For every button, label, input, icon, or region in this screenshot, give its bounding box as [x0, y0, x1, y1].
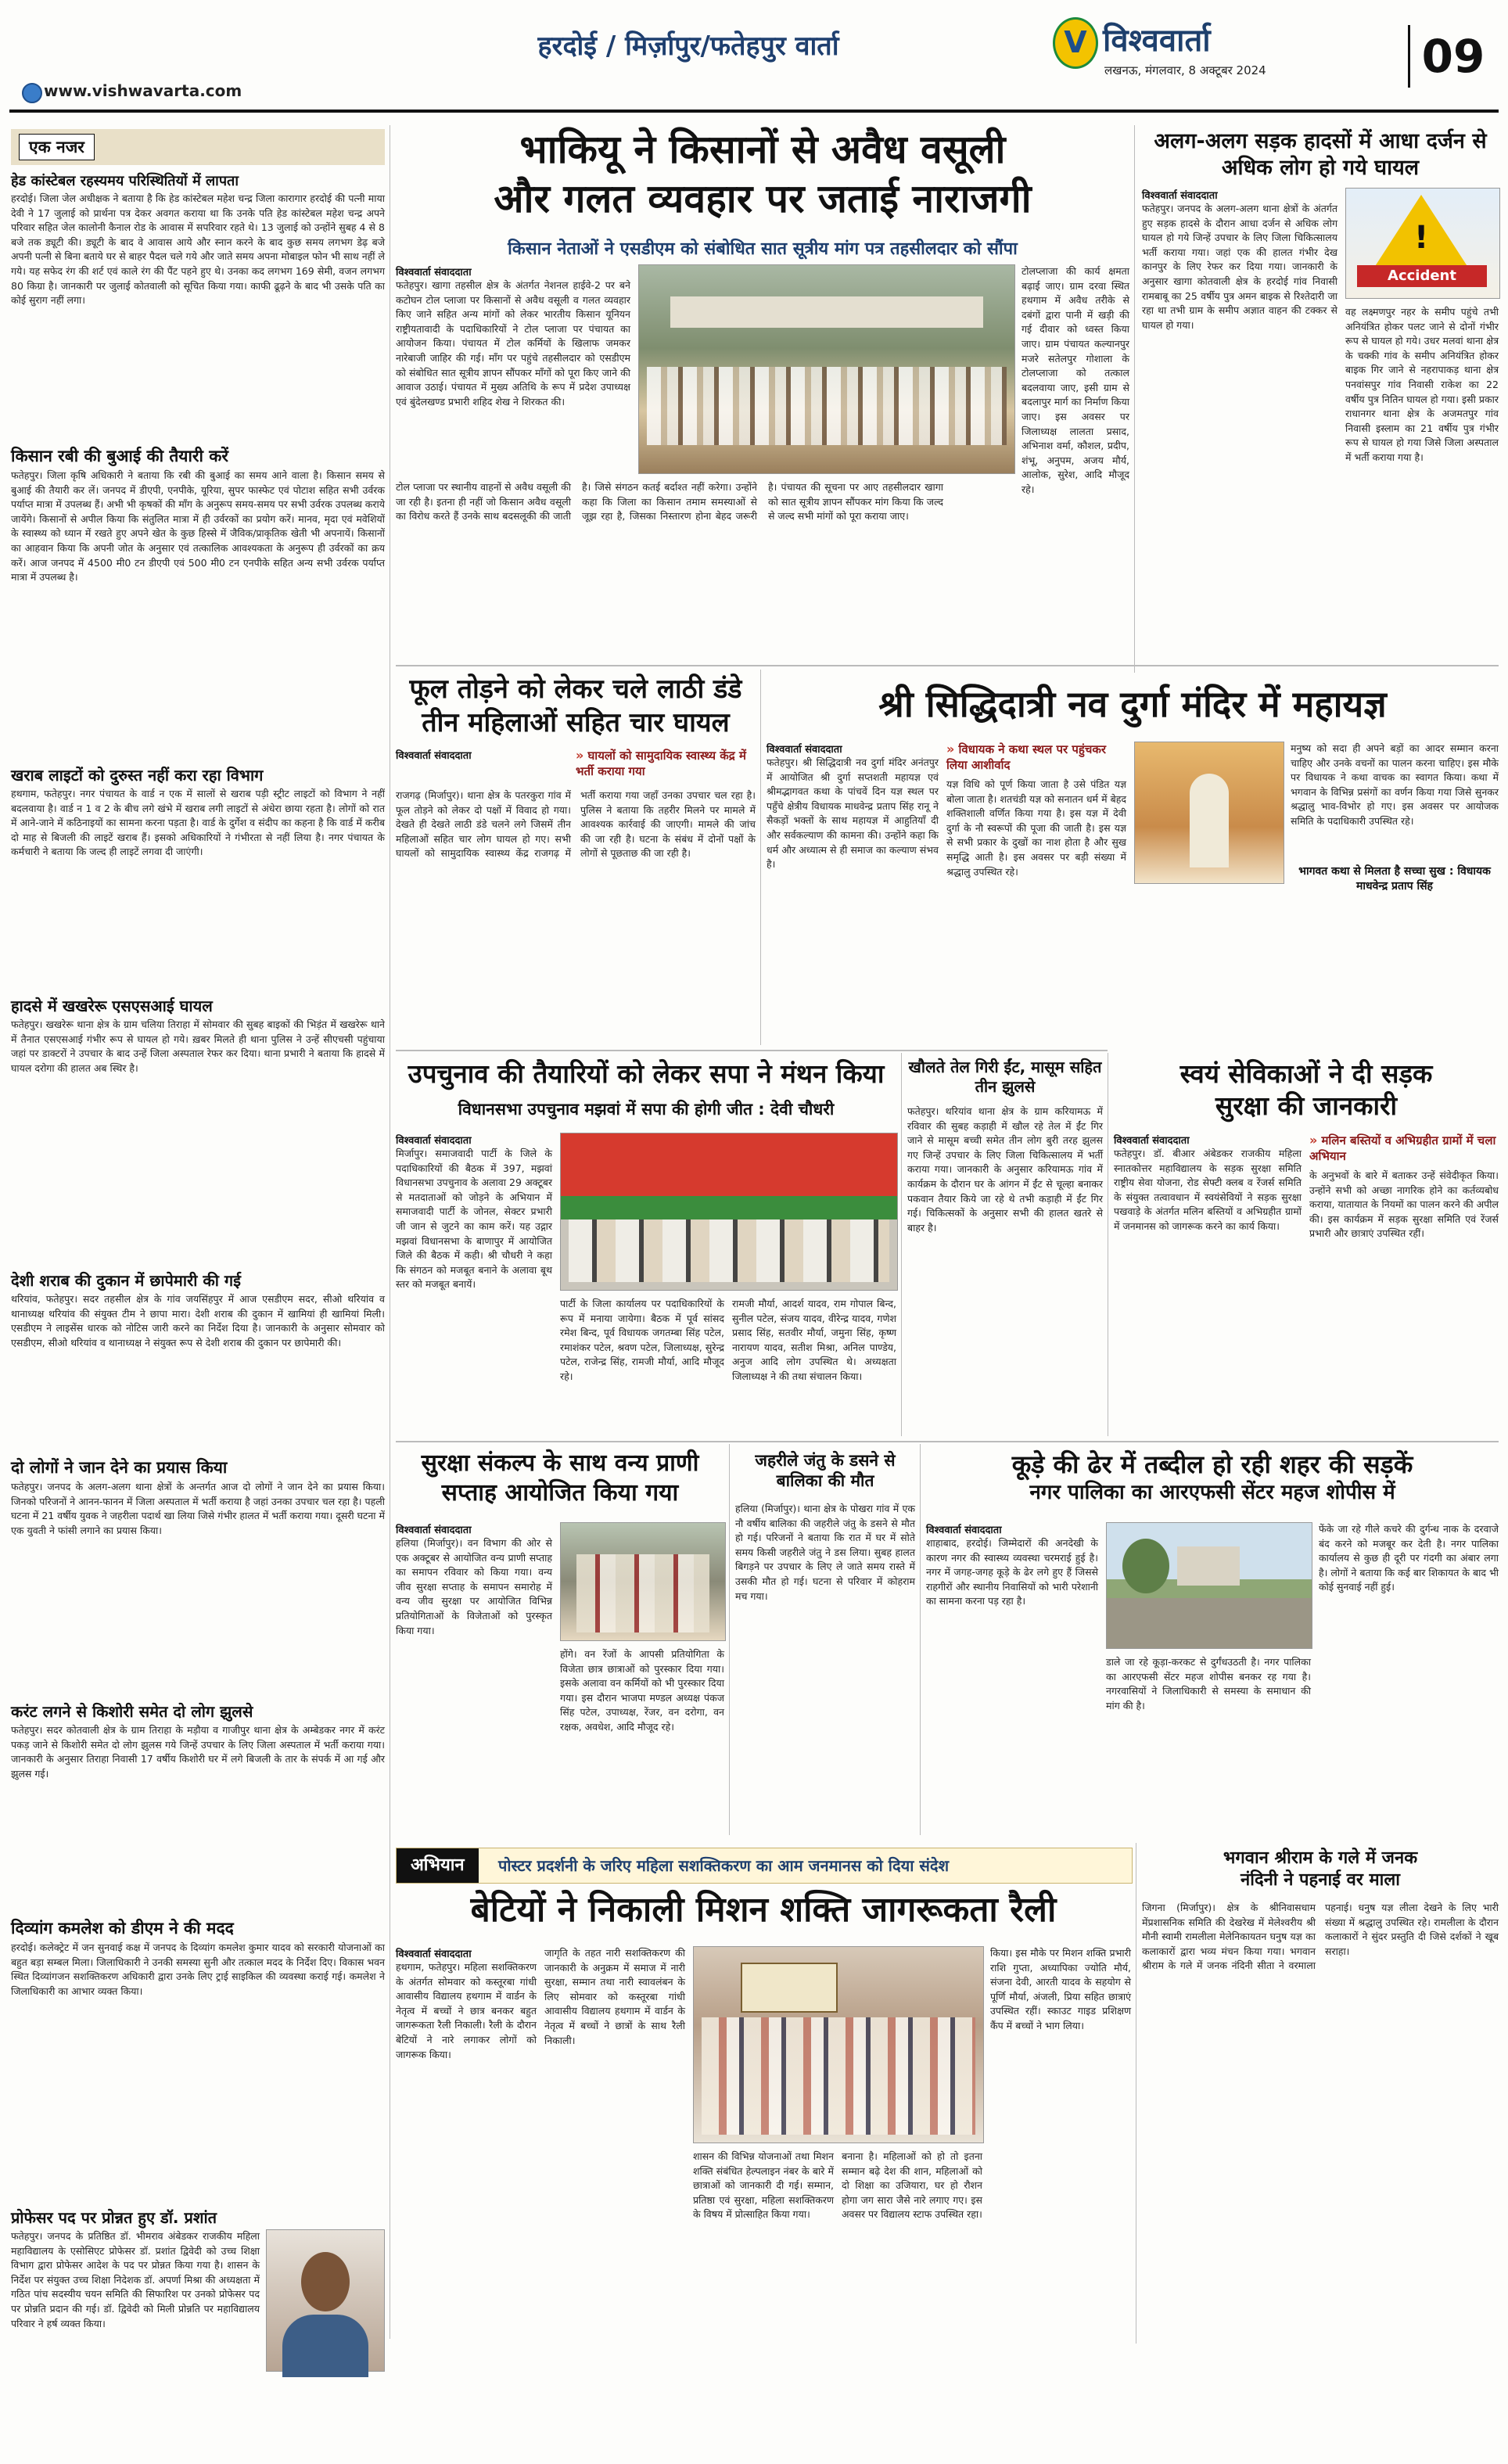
temple-block [767, 742, 1499, 1047]
lead-headline [396, 125, 1129, 223]
women-headline-line1: स्वयं सेविकाओं ने दी सड़क [1179, 1058, 1433, 1089]
accident-bureau: विश्ववार्ता संवाददाता [1142, 190, 1218, 202]
section-rule [396, 665, 1499, 666]
wildlife-headline-line1: सुरक्षा संकल्प के साथ वन्य प्राणी [421, 1449, 699, 1477]
left-item [11, 1917, 385, 2202]
left-item [11, 1701, 385, 1913]
section-rule [396, 1050, 1108, 1051]
lead-headline-line1: भाकियू ने किसानों से अवैध वसूली [519, 127, 1006, 172]
lead-subhead: किसान नेताओं ने एसडीएम को संबोधित सात सूत्रीय मांग पत्र तहसीलदार को सौंपा [508, 239, 1018, 259]
left-item-body: फतेहपुर। खखरेरू थाना क्षेत्र के ग्राम चलिया तिराहा में सोमवार की सुबह बाइकों की भिड़ंत में खखरेरू थाने में तैनात एसएसआई गंभीर रूप से घायल हो गये। ख़बर मिलते ही थाना पुलिस ने उन्हें सीएचसी पहुंचाया जहां पर डाक्टरों ने उपचार के बाद उन्हें जिला अस्पताल रेफर कर दिया। थाना प्रभारी ने बताया कि हादसे में घायल दरोगा की हालत अब स्थिर है। [11, 1018, 385, 1074]
women-bureau: विश्ववार्ता संवाददाता [1114, 1135, 1190, 1147]
wildlife-col1: हलिया (मिर्जापुर)। वन विभाग की ओर से एक अक्टूबर से आयोजित वन्य प्राणी सप्ताह का समापन रविवार को किया गया। वन्य जीव सुरक्षा सप्ताह के समापन समारोह में वन्य जीव सुरक्षा पर आयोजित विभिन्न प्रतियोगिताओं के विजेताओं को पुरस्कृत किया गया। [396, 1537, 552, 1636]
left-item-body: थरियांव, फतेहपुर। सदर तहसील क्षेत्र के गांव जयसिंहपुर में आज एसडीएम सदर, सीओ थरियांव व थानाध्यक्ष थरियांव की संयुक्त टीम ने छापा मारा। देशी शराब की दुकान में खामियां ही खामियां मिली। एसडीएम ने लाइसेंस धारक को नोटिस जारी करने का निर्देश दिया है। जानकारी के अनुसार सोमवार को एसडीएम, सीओ थरियांव व थानाध्यक्ष ने संयुक्त रूप से देशी शराब की दुकान पर छापेमारी की। [11, 1293, 385, 1349]
accident-sign-label: Accident [1357, 265, 1487, 287]
campaign-banner [396, 1848, 1133, 1884]
temple-col1: फतेहपुर। श्री सिद्धिदात्री नव दुर्गा मंदिर अनंतपुर में आयोजित श्री दुर्गा सप्तशती महायज्ञ एवं श्रीमद्भागवत कथा के पांचवें दिन यज्ञ स्थल पर पहुँचे क्षेत्रीय विधायक माधवेन्द्र प्रताप सिंह रानू ने सैकड़ों भक्तों के साथ महायज्ञ में आहुतियाँ दी और सर्वकल्याण की कामना की। उन्होंने कहा कि धर्म और अध्यात्म से ही समाज का कल्याण संभव है। [767, 756, 939, 871]
lead-col2: टोल प्लाजा पर स्थानीय वाहनों से अवैध वसूली की जा रही है। इतना ही नहीं जो किसान अवैध वसूली का विरोध करते हैं उनके साथ बदसलूकी की जाती है। जिसे संगठन कतई बर्दाश्त नहीं करेगा। उन्होंने कहा कि जिला का किसान तमाम समस्याओं से जूझ रहा है, जिसका निस्तारण होना बेहद जरूरी है। पंचायत की सूचना पर आए तहसीलदार खागा को सात सूत्रीय ज्ञापन सौंपकर मांग किया कि जल्द से जल्द सभी मांगों को पूरा कराया जाए। [396, 481, 943, 523]
portrait-photo [266, 2229, 385, 2372]
left-column [11, 129, 385, 2343]
temple-quote1: विधायक ने कथा स्थल पर पहुंचकर लिया आशीर्वाद [946, 742, 1107, 772]
left-item-title: करंट लगने से किशोरी समेत दो लोग झुलसे [11, 1702, 253, 1721]
sp-col2: पार्टी के जिला कार्यालय पर पदाधिकारियों के रूप में मनाया जायेगा। बैठक में पूर्व सांसद रमेश बिन्द, पूर्व विधायक जगतम्बा सिंह पटेल, रमाशंकर पटेल, श्रवण पटेल, जिलाध्यक्ष, सुरेन्द्र पटेल, राजेन्द्र सिंह, रामजी मौर्या, आदि मौजूद रहे। [560, 1298, 724, 1382]
campaign-headline: बेटियों ने निकाली मिशन शक्ति जागरूकता रैली [470, 1890, 1057, 1930]
building-shape [1177, 1546, 1240, 1586]
snake-headline: जहरीले जंतु के डसने से बालिका की मौत [755, 1451, 896, 1491]
accident-headline: अलग-अलग सड़क हादसों में आधा दर्जन से अधिक लोग हो गये घायल [1154, 129, 1487, 180]
flowers-bureau: विश्ववार्ता संवाददाता [396, 750, 472, 762]
sp-col3: रामजी मौर्या, आदर्श यादव, राम गोपाल बिन्द, सुनील पटेल, संजय यादव, वीरेन्द्र यादव, गणेश प्रसाद सिंह, सतवीर मौर्या, जमुना सिंह, कृष्ण नारायण यादव, सतीश मिश्रा, अनिल पाण्डेय, अनुज आदि लोग उपस्थित थे। अध्यक्षता जिलाध्यक्ष ने की तथा संचालन किया। [732, 1298, 896, 1382]
campaign-tagline: पोस्टर प्रदर्शनी के जरिए महिला सशक्तिकरण का आम जनमानस को दिया संदेश [498, 1856, 950, 1875]
masthead-rule [9, 110, 1499, 113]
sp-bureau: विश्ववार्ता संवाददाता [396, 1135, 472, 1147]
column-divider [760, 670, 761, 1045]
quote-mark-icon: » [576, 748, 584, 763]
ek-nazar-label [11, 129, 385, 165]
accident-col2: वह लक्ष्मणपुर नहर के समीप पहुंचे तभी अनियंत्रित होकर पलट जाने से दोनों गंभीर रूप से घायल हो गये। उधर मलवां थाना क्षेत्र के चक्की गांव के समीप अनियंत्रित होकर बाइक गिर जाने से नहरापाकड़ थाना क्षेत्र पनवांसपुर गांव निवासी राकेश का 22 वर्षीय पुत्र नितिन घायल हो गया। इसी प्रकार राधानगर थाना क्षेत्र के अजमतपुर गांव निवासी इस्लाम का 21 वर्षीय पुत्र गंभीर रूप से घायल हो गया जिसे जिला अस्पताल में भर्ती कराया गया है। [1345, 306, 1499, 463]
wildlife-block [396, 1522, 724, 1835]
campaign-col1: हथगाम, फतेहपुर। महिला सशक्तिकरण के अंतर्गत सोमवार को कस्तूरबा गांधी आवासीय विद्यालय हथगाम में वार्डन के नेतृत्व में बच्चों ने छात्र बनकर बहुत जागरूकता रैली निकाली। रैली के दौरान बेटियों ने नारे लगाकर लोगों को जागरूक किया। [396, 1961, 537, 2060]
column-divider [920, 1444, 921, 1835]
garbage-photo [1106, 1522, 1312, 1649]
campaign-photo [693, 1946, 984, 2143]
campaign-block [396, 1946, 1131, 2337]
temple-headline: श्री सिद्धिदात्री नव दुर्गा मंदिर में महायज्ञ [878, 683, 1387, 725]
sp-block [396, 1133, 896, 1438]
left-item [11, 1456, 385, 1696]
left-item-body: फतेहपुर। जिला कृषि अधिकारी ने बताया कि रबी की बुआई का समय आने वाला है। किसान समय से बुआई की तैयारी कर लें। जनपद में डीएपी, एनपीके, यूरिया, सुपर फास्फेट एवं पोटाश सहित सभी उर्वरक पर्याप्त मात्रा में उपलब्ध हैं। अभी भी कृषकों की माँग के अनुरूप समय-समय पर सभी उर्वरक उपलब्ध कराये जायेंगे। किसानों से अपील किया कि संतुलित मात्रा में ही उर्वरकों का प्रयोग करें। मानव, मृदा एवं मवेशियों के स्वास्थ्य को ध्यान में रखते हुए अपने खेत के कुछ हिस्से में जैविक/प्राकृतिक खेती भी अपनायें। किसानों का आहवान किया कि अपनी जोत के अनुसार एवं तत्कालिक आवश्यकता के अनुरूप ही उर्वरकों का क्रय करें। आज जनपद में 4500 मी0 टन डीएपी एवं 500 मी0 टन एनपीके सहित अन्य सभी उर्वरक पर्याप्त मात्रा में उपलब्ध है। [11, 469, 385, 584]
sp-headline: उपचुनाव की तैयारियों को लेकर सपा ने मंथन किया [408, 1058, 885, 1089]
left-item-title: किसान रबी की बुआई की तैयारी करें [11, 447, 228, 465]
campaign-col2: जागृति के तहत नारी सशक्तिकरण की जानकारी के अनुक्रम में समाज में नारी सुरक्षा, सम्मान तथा नारी स्वावलंबन के लिए सोमवार को कस्तूरबा गांधी आवासीय विद्यालय हथगाम में वार्डन के नेतृत्व में बच्चों ने छात्रों के साथ रैली निकाली। [544, 1947, 685, 2046]
left-item-body: हथगाम, फतेहपुर। नगर पंचायत के वार्ड न एक में सालों से खराब पड़ी स्ट्रीट लाइटों को विभाग ने नहीं बदलवाया है। वार्ड न 1 व 2 के बीच लगे खंभे में खराब लगी लाइटों से अंधेरा छाया रहता है। लोगों को रात में आने-जाने में कठिनाइयों का सामना करना पड़ता है। वार्ड के दुर्गेश व संदीप का कहना है कि वार्ड में करीब दो माह से बिजली की लाइटें खराब हैं। इसको अधिकारियों ने गंभीरता से नहीं लिया है। नगर पंचायत के कर्मचारी ने बताया कि जल्द ही लाइटें लगवा दी जाएंगी। [11, 788, 385, 858]
flowers-body: राजगढ़ (मिर्जापुर)। थाना क्षेत्र के पतरकुरा गांव में फूल तोड़ने को लेकर दो पक्षों में विवाद हो गया। देखते ही देखते लाठी डंडे चलने लगे जिसमें तीन महिलाओं सहित चार लोग घायल हो गए। सभी घायलों को सामुदायिक स्वास्थ्य केंद्र राजगढ़ में भर्ती कराया गया जहाँ उनका उपचार चल रहा है। पुलिस ने बताया कि तहरीर मिलने पर मामले में आवश्यक कार्रवाई की जाएगी। मामले की जांच की जा रही है। घटना के संबंध में दोनों पक्षों के लोगों से पूछताछ की जा रही है। [396, 789, 756, 860]
accident-block [1142, 188, 1499, 657]
temple-col2: यज्ञ विधि को पूर्ण किया जाता है उसे पंडित यज्ञ बोला जाता है। शतचंडी यज्ञ को सनातन धर्म में बेहद शक्तिशाली वर्णित किया गया है। इस यज्ञ में देवी दुर्गा के नौ स्वरूपों की पूजा की जाती है। इस यज्ञ से सभी प्रकार के दुखों का नाश होता है और सुख समृद्धि आती है। इस अवसर पर बड़ी संख्या में श्रद्धालु उपस्थित रहे। [946, 778, 1126, 878]
globe-icon [22, 83, 42, 103]
kid-headline: खौलते तेल गिरी ईंट, मासूम सहित तीन झुलसे [908, 1058, 1102, 1096]
garbage-headline-line2: नगर पालिका का आरएफसी सेंटर महज शोपीस में [1029, 1481, 1395, 1504]
priest-figure [1190, 774, 1229, 867]
left-item-body: फतेहपुर। सदर कोतवाली क्षेत्र के ग्राम तिराहा के मड़ौया व गाजीपुर थाना क्षेत्र के अम्बेडकर नगर में करंट पकड़ जाने से किशोरी समेत दो लोग झुलस गये जिन्हें उपचार के लिए जिला अस्पताल में भर्ती कराया गया। जानकारी के अनुसार तिराहा निवासी 17 वर्षीय किशोरी घर में लगे बिजली के तार के संपर्क में आ गई और झुलस गई। [11, 1724, 385, 1780]
campaign-col4: बनाना है। महिलाओं को हो तो इतना सम्मान बढ़े देश की शान, महिलाओं को दो शिक्षा का उजियारा, घर हो रौशन होगा जग सारा जैसे नारे लगाए गए। इस अवसर पर विद्यालय स्टाफ उपस्थित रहा। [842, 2150, 982, 2221]
left-item-title: हेड कांस्टेबल रहस्यमय परिस्थितियों में लापता [11, 173, 239, 189]
campaign-col3: शासन की विभिन्न योजनाओं तथा मिशन शक्ति संबंधित हेल्पलाइन नंबर के बारे में छात्राओं को जानकारी दी गई। सम्मान, प्रतिष्ठा एवं सुरक्षा, महिला सशक्तिकरण के विषय में प्रोत्साहित किया गया। [693, 2150, 834, 2221]
lead-col1: फतेहपुर। खागा तहसील क्षेत्र के अंतर्गत नेशनल हाईवे-2 पर बने कटोघन टोल प्लाजा पर किसानों से अवैध वसूली व गलत व्यवहार किए जाने सहित अन्य मांगों को लेकर भारतीय किसान यूनियन राष्ट्रीयतावादी के पदाधिकारियों ने टोल प्लाजा पर पंचायत का आयोजन किया। पंचायत में टोल कर्मियों के खिलाफ जमकर नारेबाजी जाहिर की गई। माँग पर पहुंचे तहसीलदार को एसडीएम को संबोधित सात सूत्रीय ज्ञापन सौंपकर माँगों को पूरा किए जाने की आवाज उठाई। पंचायत में मुख्य अतिथि के रूप में प्रदेश उपाध्यक्ष एवं बुंदेलखण्ड प्रभारी शहिद शेख ने शिरकत की। [396, 279, 630, 408]
website-link[interactable]: www.vishwavarta.com [44, 81, 242, 100]
left-item [11, 445, 385, 760]
bhagwat-headline-line2: नंदिनी ने पहनाई वर माला [1241, 1870, 1400, 1890]
garbage-headline [926, 1449, 1499, 1506]
garbage-col2: डाले जा रहे कूड़ा-करकट से दुर्गंधउठती है। नगर पालिका का आरएफसी सेंटर महज शोपीस बनकर रह गया है। नगरवासियों ने जिलाधिकारी से समस्या के समाधान की मांग की है। [1106, 1656, 1311, 1712]
flowers-quote: घायलों को सामुदायिक स्वास्थ्य केंद्र में भर्ती कराया गया [576, 749, 746, 778]
dateline: लखनऊ, मंगलवार, 8 अक्टूबर 2024 [1104, 63, 1266, 77]
left-item [11, 2207, 385, 2464]
wildlife-photo [560, 1522, 726, 1641]
temple-bureau: विश्ववार्ता संवाददाता [767, 744, 842, 756]
exclamation-icon: ! [1414, 220, 1429, 256]
quote-mark-icon: » [946, 742, 955, 756]
sp-subhead: विधानसभा उपचुनाव मझवां में सपा की होगी जीत : देवी चौधरी [458, 1100, 835, 1119]
left-item [11, 995, 385, 1265]
section-label: एक नजर [19, 134, 95, 160]
campaign-tag: अभियान [397, 1848, 479, 1883]
left-item-title: देशी शराब की दुकान में छापेमारी की गई [11, 1271, 241, 1290]
left-item-body: फतेहपुर। जनपद के अलग-अलग थाना क्षेत्रों के अन्तर्गत आज दो लोगों ने जान देने का प्रयास किया। जिनको परिजनों ने आनन-फानन में जिला अस्पताल में भर्ती कराया है जहां उनका उपचार चल रहा है। पहली घटना में 21 वर्षीय युवक ने जहरीला पदार्थ खा लिया जिसे गंभीर हालत में भर्ती कराया गया। दूसरी घटना में एक युवती ने फांसी लगाने का प्रयास किया। [11, 1481, 385, 1536]
campaign-bureau: विश्ववार्ता संवाददाता [396, 1949, 472, 1960]
lead-col3: टोलप्लाजा की कार्य क्षमता बढ़ाई जाए। ग्राम दरवा स्थित हथगाम में अवैध तरीके से दबंगों द्वारा पानी में खड़ी की गई दीवार को ध्वस्त किया जाए। ग्राम पंचायत कल्यानपुर मजरे सतेलपुर गोशाला के टोलप्लाजा को तत्काल बदलवाया जाए, इसी ग्राम से बदलापुर मार्ग का निर्माण किया जाए। इस अवसर पर जिलाध्यक्ष लालता प्रसाद, अभिनाश वर्मा, कौशल, प्रदीप, शंभू, अनुपम, अजय मौर्य, आलोक, सुरेश, आदि मौजूद रहे। [1021, 265, 1129, 495]
wildlife-bureau: विश्ववार्ता संवाददाता [396, 1525, 472, 1536]
accident-photo [1345, 188, 1500, 299]
flowers-block [396, 748, 756, 1045]
tree-shape [1122, 1539, 1169, 1593]
women-headline [1114, 1058, 1499, 1122]
garbage-block [926, 1522, 1499, 1835]
temple-col3: मनुष्य को सदा ही अपने बड़ों का आदर सम्मान करना चाहिए और उनके वचनों का पालन करना चाहिए। इस मौके पर विधायक ने कथा वाचक का स्वागत किया। कथा में भगवान के विभिन्न प्रसंगों का वर्णन किया गया जिसे सुनकर श्रद्धालु भाव-विभोर हो गए। इस अवसर पर आयोजक समिति के पदाधिकारी उपस्थित रहे। [1291, 742, 1499, 827]
left-item-body: हरदोई। कलेक्ट्रेट में जन सुनवाई कक्ष में जनपद के दिव्यांग कमलेश कुमार यादव को सरकारी योजनाओं का बहुत बड़ा सम्बल मिला। जिलाधिकारी ने उनकी समस्या सुनी और तत्काल मदद के निर्देश दिए। विकास भवन स्थित दिव्यांगजन सशक्तिकरण अधिकारी द्वारा उनके लिए ट्राई साइकिल की व्यवस्था कराई गई। कमलेश ने जिलाधिकारी का आभार व्यक्त किया। [11, 1941, 385, 1997]
left-item [11, 1270, 385, 1452]
wildlife-headline [396, 1449, 724, 1507]
sp-col1: मिर्जापुर। समाजवादी पार्टी के जिले के पदाधिकारियों की बैठक में 397, मझवां विधानसभा उपचुनाव के अलावा 29 अक्टूबर से मतदाताओं को जोड़ने के अभियान में समाजवादी पार्टी के जोनल, सेक्टर प्रभारी जी जान से जुटने का काम करें। यह उद्गार मझवां विधानसभा के बाणापुर में आयोजित जिले की बैठक में कही। श्री चौधरी ने कहा कि संगठन को मजबूत बनाने के अलावा बूथ स्तर को मजबूत बनायें। [396, 1148, 552, 1291]
left-item-title: प्रोफेसर पद पर प्रोन्नत हुए डॉ. प्रशांत [11, 2208, 217, 2227]
poster-board [741, 1963, 838, 2013]
quote-mark-icon: » [1309, 1133, 1318, 1148]
garbage-bureau: विश्ववार्ता संवाददाता [926, 1525, 1002, 1536]
kid-body: फतेहपुर। थरियांव थाना क्षेत्र के ग्राम करियामऊ में रविवार की सुबह कड़ाही में खौल रहे तेल में ईंट गिर जाने से मासूम बच्ची समेत तीन लोग बुरी तरह झुलस गए जिन्हें उपचार के लिए जिला चिकित्सालय में भर्ती कराया गया। जानकारी के अनुसार करियामऊ गांव में कार्यक्रम के दौरान घर के आंगन में ईंट से चूल्हा बनाकर पकवान तैयार किये जा रहे थे तभी कड़ाही में ईंट गिर गई। चिकित्सकों के अनुसार सभी की हालत खतरे से बाहर है। [907, 1105, 1103, 1234]
women-block [1114, 1133, 1499, 1438]
award-people [576, 1554, 709, 1632]
flowers-headline-line1: फूल तोड़ने को लेकर चले लाठी डंडे [409, 673, 742, 705]
brand-name: विश्ववार्ता [1103, 23, 1211, 59]
garbage-col1: शाहाबाद, हरदोई। जिम्मेदारों की अनदेखी के कारण नगर की स्वास्थ्य व्यवस्था चरमराई हुई है। नगर में जगह-जगह कूड़े के ढेर लगे हुए हैं जिससे राहगीरों और स्थानीय निवासियों को भारी परेशानी का सामना करना पड़ रहा है। [926, 1537, 1098, 1607]
women-headline-line2: सुरक्षा की जानकारी [1215, 1090, 1398, 1122]
page-number: 09 [1408, 25, 1496, 88]
women-col1: फतेहपुर। डॉ. बीआर अंबेडकर राजकीय महिला स्नातकोत्तर महाविद्यालय के सड़क सुरक्षा समिति राष्ट्रीय सेवा योजना, रोड सेफ्टी क्लब व रेंजर्स समिति के संयुक्त तत्वावधान में स्वयंसेवियों ने सड़क सुरक्षा पखवाड़े के अंतर्गत मलिन बस्तियों व अभिग्रहीत ग्रामों में जनमानस को जागरूक करने का कार्य किया। [1114, 1148, 1302, 1232]
left-item-title: खराब लाइटों को दुरुस्त नहीं करा रहा विभाग [11, 766, 264, 785]
garbage-col3: फेंके जा रहे गीले कचरे की दुर्गन्ध नाक के दरवाजे बंद करने को मजबूर कर देती है। नगर पालिका कार्यालय से कुछ ही दूरी पर गंदगी का अंबार लगा है। लोगों ने बताया कि कई बार शिकायत के बाद भी कोई सुनवाई नहीं हुई। [1319, 1523, 1499, 1593]
sp-photo [560, 1133, 898, 1291]
left-item-title: दो लोगों ने जान देने का प्रयास किया [11, 1458, 228, 1477]
section-title: हरदोई / मिर्ज़ापुर/फतेहपुर वार्ता [537, 31, 839, 62]
left-item-body: हरदोई। जिला जेल अधीक्षक ने बताया है कि हेड कांस्टेबल महेश चन्द्र जिला कारागार हरदोई की पत्नी माया देवी ने 17 जुलाई को प्रार्थना पत्र देकर अवगत कराया था कि उनके पति हेड कांस्टेबल महेश चन्द्र अपने परिवार सहित जेल कालोनी कैनाल रोड के आवास में सपरिवार रहते थे। 13 जुलाई को उन्होंने सुबह 4 से 8 बजे तक ड्यूटी की। ड्यूटी के बाद वे आवास आये और स्नान करने के बाद कुछ समय लगभग डेढ़ बजे अपनी पत्नी से बिना बताये घर से बाहर पैदल चले गये और जाते समय अपना मोबाइल फोन भी साथ नहीं ले गये। यह सफेद रंग की शर्ट एवं काले रंग की पैंट पहने हुए थे। उनका कद लगभग 169 सेमी, वजन लगभग 80 किग्रा है। जानकारी पर जुलाई कोतवाली को सूचित किया गया। काफी ढूढ़ने के बाद भी उसके पति का कोई सुराग नहीं लगा। [11, 192, 385, 307]
garbage-headline-line1: कूड़े की ढेर में तब्दील हो रही शहर की सड़कें [1011, 1449, 1413, 1479]
wildlife-headline-line2: सप्ताह आयोजित किया गया [441, 1478, 679, 1507]
portrait-body [282, 2315, 368, 2377]
lead-headline-line2: और गलत व्यवहार पर जताई नाराजगी [494, 175, 1032, 221]
left-item [11, 171, 385, 440]
temple-photo [1134, 742, 1284, 884]
lead-body [396, 264, 1129, 656]
women-quote: मलिन बस्तियों व अभिग्रहीत ग्रामों में चला अभियान [1309, 1133, 1496, 1163]
flowers-headline [396, 673, 756, 739]
snake-body: हलिया (मिर्जापुर)। थाना क्षेत्र के पोखरा गांव में एक नौ वर्षीय बालिका की जहरीले जंतु के डसने से मौत हो गई। परिजनों ने बताया कि रात में घर में सोते समय किसी जहरीले जंतु ने डस लिया। सुबह हालत बिगड़ने पर उपचार के लिए ले जाते समय रास्ते में उसकी मौत हो गई। घटना से परिवार में कोहराम मच गया। [735, 1503, 915, 1602]
section-rule [396, 1441, 1499, 1442]
lead-bureau: विश्ववार्ता संवाददाता [396, 267, 472, 278]
bhagwat-body: जिगना (मिर्जापुर)। क्षेत्र के श्रीनिवासधाम मेंप्रशासनिक समिति की देखरेख में मेलेश्वरीय श्री मौनी स्वामी रामलीला मेलेनिकायतन घनुष यज्ञ का कलाकारों द्वारा भव्य मंचन किया गया। भगवान श्रीराम के गले में जनक नंदिनी सीता ने वरमाला पहनाई। धनुष यज्ञ लीला देखने के लिए भारी संख्या में श्रद्धालु उपस्थित रहे। रामलीला के दौरान कलाकारों ने सुंदर प्रस्तुति दी जिसे दर्शकों ने खूब सराहा। [1142, 1902, 1499, 1972]
bhagwat-headline [1142, 1848, 1499, 1891]
portrait-head [301, 2252, 350, 2311]
left-item-body: फतेहपुर। जनपद के प्रतिष्ठित डॉ. भीमराव अंबेडकर राजकीय महिला महाविद्यालय के एसोसिएट प्रोफेसर डॉ. प्रशांत द्विवेदी को उच्च शिक्षा विभाग द्वारा प्रोफेसर आदेश के पद पर प्रोन्नत किया गया है। शासन के निर्देश पर संयुक्त उच्च शिक्षा निदेशक डॉ. अपर्णा मिश्रा की अध्यक्षता में गठित पांच सदस्यीय चयन समिति की सिफारिश पर उनको प्रोफेसर पद पर प्रोन्नति प्रदान की गई। डॉ. द्विवेदी को मिली प्रोन्नति पर महाविद्यालय परिवार ने हर्ष व्यक्त किया। [11, 2230, 260, 2329]
seated-leaders [569, 1219, 889, 1282]
bhagwat-headline-line1: भगवान श्रीराम के गले में जनक [1223, 1848, 1418, 1868]
rally-girls [702, 2017, 975, 2135]
masthead [0, 0, 1508, 110]
women-col2: के अनुभवों के बारे में बताकर उन्हें संवेदीकृत किया। उन्होंने सभी को अच्छा नागरिक होने का कर्तव्यबोध कराया, यातायात के नियमों का पालन करने की अपील की। इस कार्यक्रम में सड़क सुरक्षा समिति एवं रेंजर्स प्रभारी और छात्राएं उपस्थित रहीं। [1309, 1169, 1499, 1240]
left-item [11, 764, 385, 990]
campaign-col5: किया। इस मौके पर मिशन शक्ति प्रभारी राशि गुप्ता, अध्यापिका ज्योति मौर्य, संजना देवी, आरती यादव के सहयोग से पूर्णि मौर्या, अंजली, प्रिया सहित छात्राएं उपस्थित रहीं। स्काउट गाइड प्रशिक्षण कैंप में बच्चों ने भाग लिया। [990, 1947, 1131, 2031]
flowers-headline-line2: तीन महिलाओं सहित चार घायल [422, 706, 730, 738]
crowd-row [647, 367, 1007, 445]
column-divider [729, 1444, 730, 1835]
temple-quote2: भागवत कथा से मिलता है सच्चा सुख : विधायक माधवेन्द्र प्रताप सिंह [1298, 865, 1491, 893]
column-divider [901, 1053, 902, 1436]
column-divider [1134, 125, 1135, 673]
accident-col1: फतेहपुर। जनपद के अलग-अलग थाना क्षेत्रों के अंतर्गत हुए सड़क हादसे के दौरान आधा दर्जन से अधिक लोग घायल हो गये जिन्हें उपचार के लिए जिला चिकित्सालय भर्ती कराया गया। जहां एक की हालत गंभीर देख कानपुर के लिए रेफर कर दिया गया। जानकारी के अनुसार खागा कोतवाली क्षेत्र के हरदोई गांव निवासी रामबाबू का 25 वर्षीय पुत्र अमन बाइक से रिश्तेदारी जा रहा था तभी ग्राम के समीप अज्ञात वाहन की टक्कर से घायल हो गया। [1142, 203, 1337, 331]
brand-logo-icon: V [1053, 17, 1098, 69]
wildlife-col2: होंगे। वन रेंजों के आपसी प्रतियोगिता के विजेता छात्र छात्राओं को पुरस्कार दिया गया। इसके अलावा वन कर्मियों को भी पुरस्कार दिया गया। इस दौरान भाजपा मण्डल अध्यक्ष पंकज सिंह पटेल, उपाध्यक्ष, रेंजर, वन दरोगा, वन रक्षक, अवधेश, आदि मौजूद रहे। [560, 1648, 724, 1733]
left-item-title: दिव्यांग कमलेश को डीएम ने की मदद [11, 1919, 234, 1938]
lead-photo [638, 264, 1015, 474]
left-item-title: हादसे में खखरेरू एसएसआई घायल [11, 997, 213, 1015]
banner-strip [670, 296, 983, 328]
